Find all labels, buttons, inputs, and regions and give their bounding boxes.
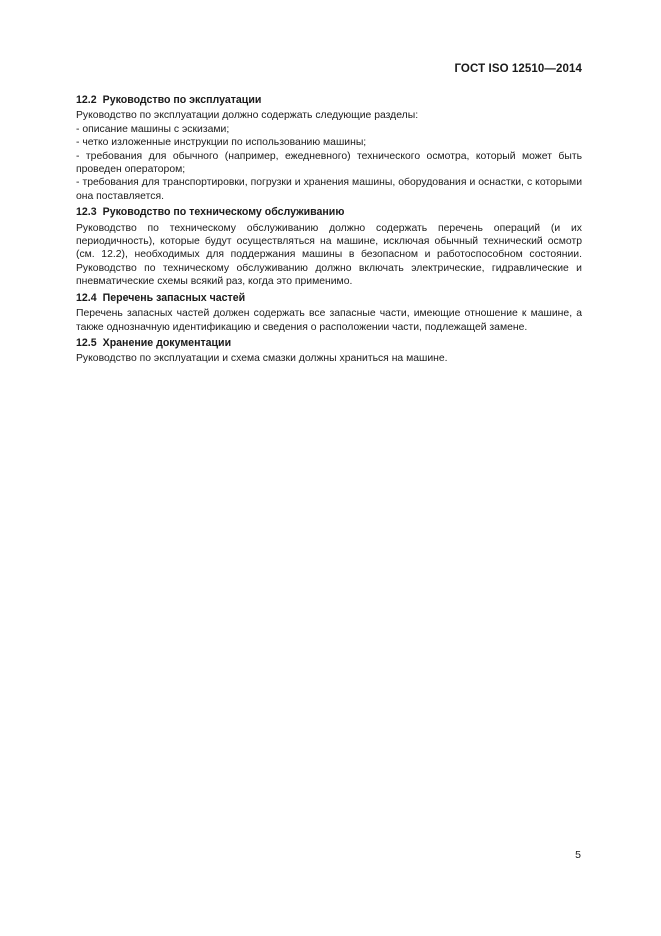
section-12-2 bbox=[76, 94, 582, 203]
section-title: Руководство по техническому обслуживанию bbox=[102, 206, 345, 219]
section-number: 12.2 bbox=[76, 94, 97, 106]
section-title: Перечень запасных частей bbox=[102, 291, 246, 304]
section-heading bbox=[76, 206, 582, 219]
document-body bbox=[76, 94, 582, 369]
section-paragraph: Руководство по техническому обслуживанию должно содержать перечень операций (и их периодичность), которые будут осуществляться на машине, исключая обычный технический осмотр (см. 12.2), необходимых для поддержания машины в безопасном и работоспособном состоянии. Руководство по техническому обслуживанию должно включать электрические, гидравлические и пневматические схемы всякий раз, когда это применимо. bbox=[76, 222, 582, 288]
section-12-4 bbox=[76, 292, 582, 334]
standard-designation: ГОСТ ISO 12510—2014 bbox=[454, 63, 582, 75]
section-number: 12.4 bbox=[76, 291, 97, 304]
list-item: - требования для транспортировки, погрузки и хранения машины, оборудования и оснастки, с которыми она поставляется. bbox=[76, 177, 582, 202]
list-item: - четко изложенные инструкции по использованию машины; bbox=[76, 137, 367, 149]
list-item: - требования для обычного (например, ежедневного) технического осмотра, который может быть проведен оператором; bbox=[76, 150, 582, 176]
section-heading bbox=[76, 292, 582, 305]
section-paragraph: Руководство по эксплуатации должно содержать следующие разделы: bbox=[76, 110, 419, 122]
page-number: 5 bbox=[575, 849, 581, 861]
section-number: 12.3 bbox=[76, 206, 97, 219]
section-paragraph: Руководство по эксплуатации и схема смазки должны храниться на машине. bbox=[76, 353, 448, 365]
section-title: Хранение документации bbox=[102, 336, 232, 349]
section-heading bbox=[76, 94, 582, 107]
list-item: - описание машины с эскизами; bbox=[76, 123, 230, 135]
section-paragraph: Перечень запасных частей должен содержать все запасные части, имеющие отношение к машине, а также однозначную идентификацию и сведения о расположении части, подлежащей замене. bbox=[76, 308, 582, 333]
section-12-5 bbox=[76, 337, 582, 366]
section-12-3 bbox=[76, 206, 582, 288]
section-heading bbox=[76, 337, 582, 350]
section-number: 12.5 bbox=[76, 336, 97, 349]
section-title: Руководство по эксплуатации bbox=[102, 94, 262, 106]
